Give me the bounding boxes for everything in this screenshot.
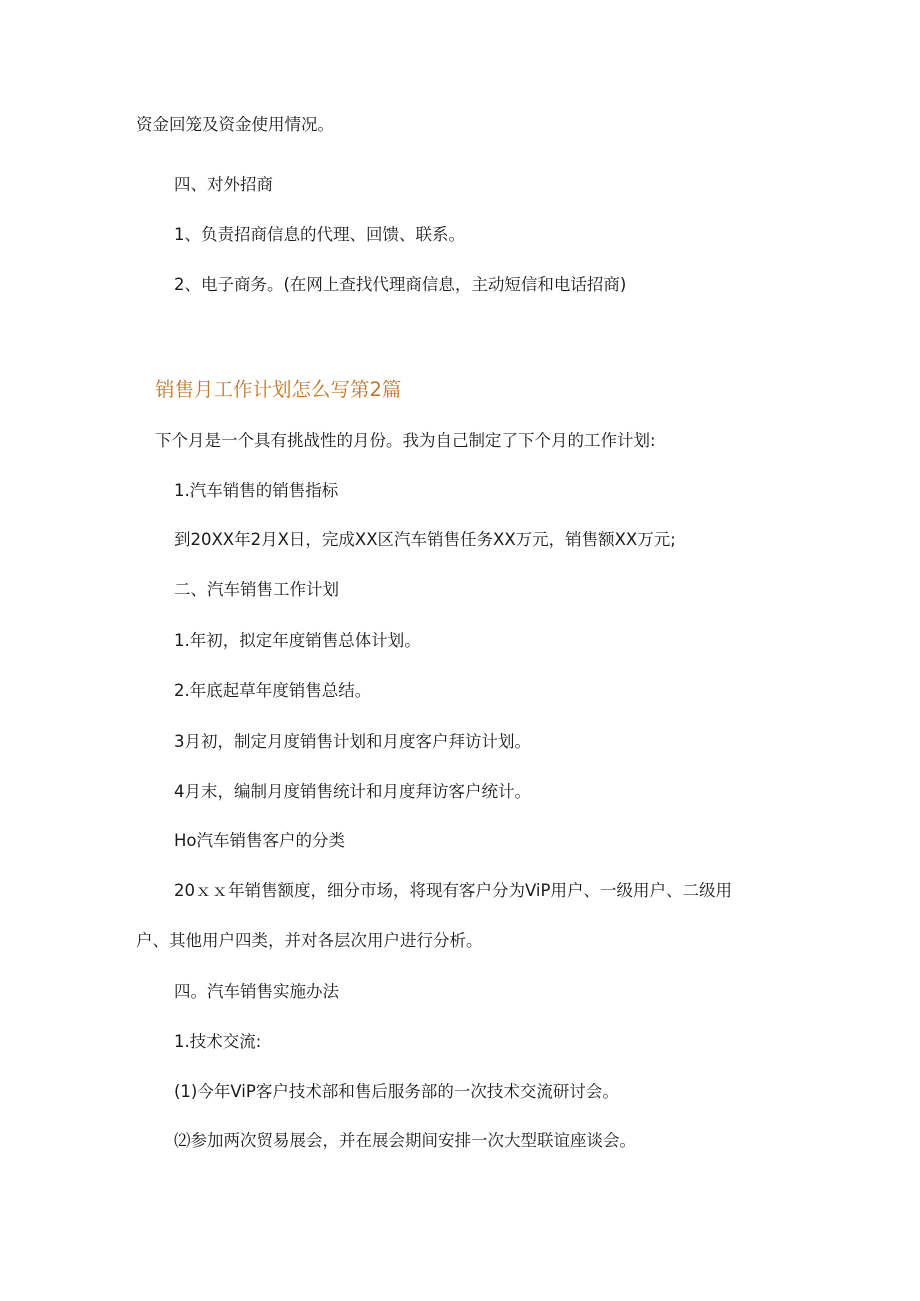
section-title: 二、汽车销售工作计划 xyxy=(174,580,339,599)
list-item: 1、负责招商信息的代理、回馈、联系。 xyxy=(174,225,465,244)
section-title: 四。汽车销售实施办法 xyxy=(174,982,339,1001)
list-item: 1.年初，拟定年度销售总体计划。 xyxy=(174,631,421,650)
list-item: (1)今年ViP客户技术部和售后服务部的一次技术交流研讨会。 xyxy=(174,1082,619,1101)
paragraph-text: 到20XX年2月X日，完成XX区汽车销售任务XX万元，销售额XX万元; xyxy=(174,530,676,549)
list-item: 2、电子商务。(在网上查找代理商信息，主动短信和电话招商) xyxy=(174,275,627,294)
list-item: 1.汽车销售的销售指标 xyxy=(174,481,339,500)
article-heading: 销售月工作计划怎么写第2篇 xyxy=(155,378,402,401)
section-title: Ho汽车销售客户的分类 xyxy=(174,831,346,850)
paragraph-text: 资金回笼及资金使用情况。 xyxy=(136,115,334,134)
list-item: 4月末，编制月度销售统计和月度拜访客户统计。 xyxy=(174,782,531,801)
section-title: 四、对外招商 xyxy=(174,175,273,194)
list-item: 2.年底起草年度销售总结。 xyxy=(174,681,372,700)
paragraph-text: 下个月是一个具有挑战性的月份。我为自己制定了下个月的工作计划: xyxy=(155,431,656,450)
list-item: 1.技术交流: xyxy=(174,1032,262,1051)
paragraph-text: 户、其他用户四类，并对各层次用户进行分析。 xyxy=(136,931,483,950)
list-item: 3月初，制定月度销售计划和月度客户拜访计划。 xyxy=(174,732,531,751)
list-item: ⑵参加两次贸易展会，并在展会期间安排一次大型联谊座谈会。 xyxy=(174,1131,636,1150)
paragraph-text: 20ｘｘ年销售额度，细分市场，将现有客户分为ViP用户、一级用户、二级用 xyxy=(174,881,732,900)
